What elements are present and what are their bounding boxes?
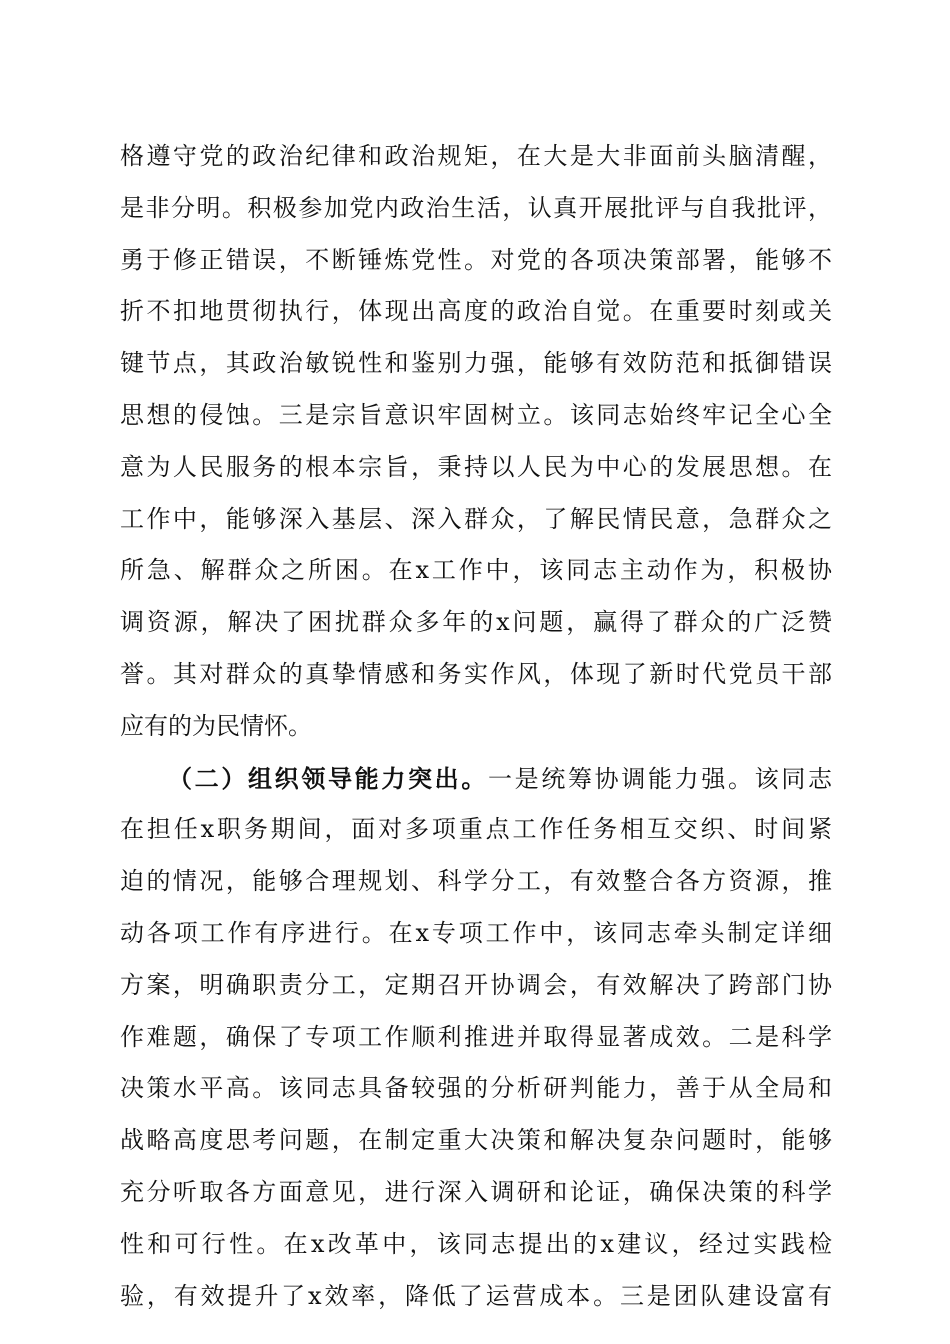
paragraph-line: 思想的侵蚀。三是宗旨意识牢固树立。该同志始终牢记全心全 — [120, 400, 832, 429]
paragraph-line: 决策水平高。该同志具备较强的分析研判能力，善于从全局和 — [120, 1074, 832, 1103]
paragraph-line: 迫的情况，能够合理规划、科学分工，有效整合各方资源，推 — [120, 867, 832, 896]
paragraph-line: 所急、解群众之所困。在x工作中，该同志主动作为，积极协 — [120, 556, 832, 585]
paragraph-line: 动各项工作有序进行。在x专项工作中，该同志牵头制定详细 — [120, 918, 832, 947]
paragraph-line: 应有的为民情怀。 — [120, 711, 312, 740]
paragraph-line: 战略高度思考问题，在制定重大决策和解决复杂问题时，能够 — [120, 1126, 832, 1155]
body-text — [120, 131, 832, 1322]
section-first-line-text: 一是统筹协调能力强。该同志 — [488, 764, 832, 793]
paragraph-line: 是非分明。积极参加党内政治生活，认真开展批评与自我批评， — [120, 193, 832, 222]
paragraph-line: 性和可行性。在x改革中，该同志提出的x建议，经过实践检 — [120, 1229, 832, 1258]
paragraph-line: 验，有效提升了x效率，降低了运营成本。三是团队建设富有 — [120, 1281, 832, 1310]
paragraph-line: 方案，明确职责分工，定期召开协调会，有效解决了跨部门协 — [120, 970, 832, 999]
paragraph-line: 誉。其对群众的真挚情感和务实作风，体现了新时代党员干部 — [120, 659, 832, 688]
paragraph-line: 工作中，能够深入基层、深入群众，了解民情民意，急群众之 — [120, 504, 832, 533]
paragraph-line: 在担任x职务期间，面对多项重点工作任务相互交织、时间紧 — [120, 815, 832, 844]
paragraph-line: 格遵守党的政治纪律和政治规矩，在大是大非面前头脑清醒， — [120, 142, 832, 170]
section-first-line — [120, 753, 832, 805]
paragraph-line: 调资源，解决了困扰群众多年的x问题，赢得了群众的广泛赞 — [120, 608, 832, 637]
paragraph-line: 意为人民服务的根本宗旨，秉持以人民为中心的发展思想。在 — [120, 452, 832, 481]
section-heading: （二）组织领导能力突出。 — [168, 763, 488, 793]
paragraph-line: 键节点，其政治敏锐性和鉴别力强，能够有效防范和抵御错误 — [120, 349, 832, 378]
paragraph-line: 充分听取各方面意见，进行深入调研和论证，确保决策的科学 — [120, 1177, 832, 1206]
paragraph-line: 折不扣地贯彻执行，体现出高度的政治自觉。在重要时刻或关 — [120, 297, 832, 326]
paragraph-line: 作难题，确保了专项工作顺利推进并取得显著成效。二是科学 — [120, 1022, 832, 1051]
paragraph-line: 勇于修正错误，不断锤炼党性。对党的各项决策部署，能够不 — [120, 245, 832, 274]
